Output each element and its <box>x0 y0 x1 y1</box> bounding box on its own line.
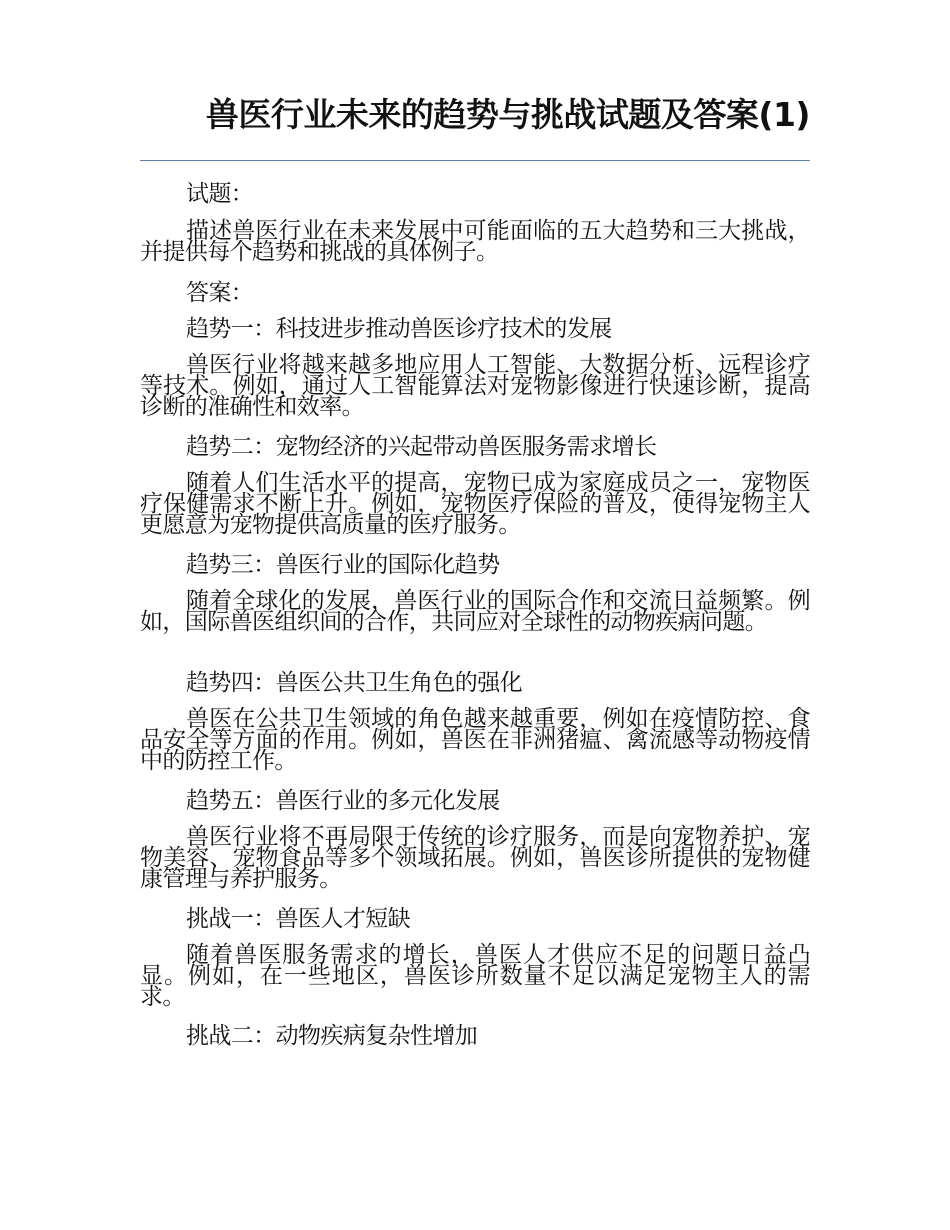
section-body: 随着全球化的发展，兽医行业的国际合作和交流日益频繁。例如，国际兽医组织间的合作，共同应对全球性的动物疾病问题。 <box>140 588 810 635</box>
answer-label: 答案： <box>186 280 254 306</box>
section-heading: 挑战一：兽医人才短缺 <box>186 906 411 932</box>
section-heading: 趋势一：科技进步推动兽医诊疗技术的发展 <box>186 316 612 342</box>
section-body: 兽医在公共卫生领域的角色越来越重要，例如在疫情防控、食品安全等方面的作用。例如，兽医在非洲猪瘟、禽流感等动物疫情中的防控工作。 <box>140 706 810 774</box>
title-divider <box>140 160 810 161</box>
section-body: 兽医行业将越来越多地应用人工智能、大数据分析、远程诊疗等技术。例如，通过人工智能算法对宠物影像进行快速诊断，提高诊断的准确性和效率。 <box>140 352 810 420</box>
question-text: 描述兽医行业在未来发展中可能面临的五大趋势和三大挑战，并提供每个趋势和挑战的具体例子。 <box>140 218 810 265</box>
section-body: 兽医行业将不再局限于传统的诊疗服务，而是向宠物养护、宠物美容、宠物食品等多个领域拓展。例如，兽医诊所提供的宠物健康管理与养护服务。 <box>140 824 810 892</box>
section-heading: 趋势五：兽医行业的多元化发展 <box>186 788 500 814</box>
question-label: 试题： <box>186 181 254 207</box>
section-heading: 趋势三：兽医行业的国际化趋势 <box>186 552 500 578</box>
document-title: 兽医行业未来的趋势与挑战试题及答案(1) <box>205 95 810 134</box>
section-body: 随着兽医服务需求的增长，兽医人才供应不足的问题日益凸显。例如，在一些地区，兽医诊所数量不足以满足宠物主人的需求。 <box>140 942 810 1010</box>
section-heading: 趋势四：兽医公共卫生角色的强化 <box>186 670 523 696</box>
section-heading: 挑战二：动物疾病复杂性增加 <box>186 1023 478 1049</box>
section-heading: 趋势二：宠物经济的兴起带动兽医服务需求增长 <box>186 434 657 460</box>
section-body: 随着人们生活水平的提高，宠物已成为家庭成员之一，宠物医疗保健需求不断上升。例如，宠物医疗保险的普及，使得宠物主人更愿意为宠物提供高质量的医疗服务。 <box>140 470 810 538</box>
